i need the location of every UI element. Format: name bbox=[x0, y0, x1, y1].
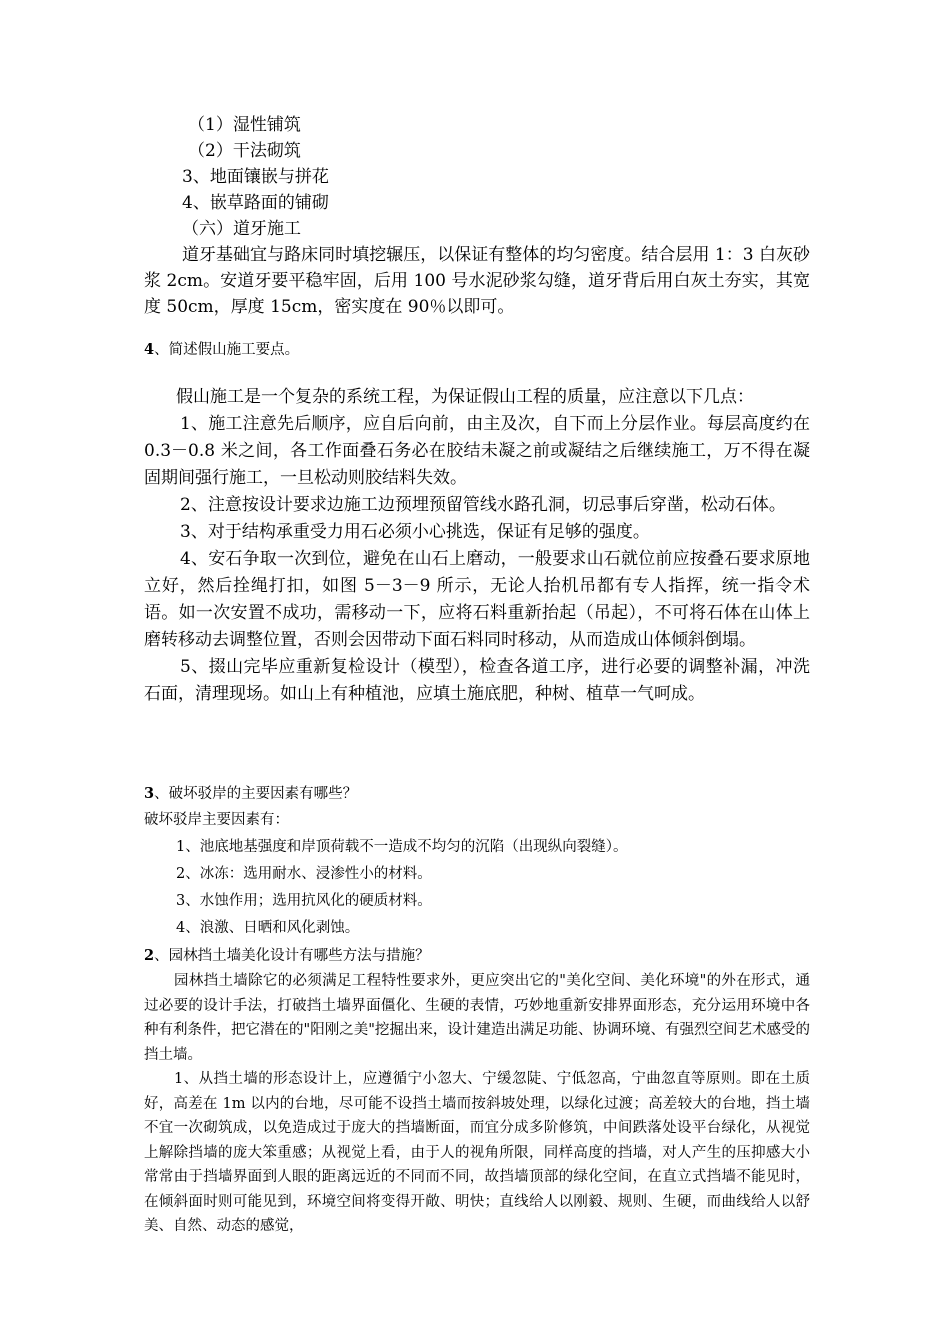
rockery-item: 2、注意按设计要求边施工边预埋预留管线水路孔洞，切忌事后穿凿，松动石体。 bbox=[180, 495, 786, 515]
question-heading-retaining-wall bbox=[144, 942, 810, 969]
retaining-wall-paragraph: 1、从挡土墙的形态设计上，应遵循宁小忽大、宁缓忽陡、宁低忽高，宁曲忽直等原则。即在土质好，高差在 1m 以内的台地，尽可能不设挡土墙而按斜坡处理，以绿化过渡；高差较大的台地，挡土墙不宜一次砌筑成，以免造成过于庞大的挡墙断面，而宜分成多阶修筑，中间跌落处设平台绿化，从视觉上解除挡墙的庞大笨重感；从视觉上看，由于人的视角所限，同样高度的挡墙，对人产生的压抑感大小常常由于挡墙界面到人眼的距离远近的不同而不同，故挡墙顶部的绿化空间，在直立式挡墙不能见时，在倾斜面时则可能见到，环境空间将变得开敞、明快；直线给人以刚毅、规则、生硬，而曲线给人以舒美、自然、动态的感觉， bbox=[144, 1071, 810, 1234]
list-item: （2）干法砌筑 bbox=[188, 141, 301, 161]
list-item: 1、池底地基强度和岸顶荷载不一造成不均匀的沉陷（出现纵向裂缝）。 bbox=[176, 839, 628, 855]
heading-number: 2 bbox=[144, 947, 155, 964]
list-item: 3、地面镶嵌与拼花 bbox=[182, 167, 329, 187]
question-heading-rockery bbox=[144, 339, 299, 361]
section-paving bbox=[144, 112, 810, 320]
heading-text: 、园林挡土墙美化设计有哪些方法与措施？ bbox=[154, 948, 430, 964]
retaining-wall-paragraph: 园林挡土墙除它的必须满足工程特性要求外，更应突出它的"美化空间、美化环境"的外在形式，通过必要的设计手法，打破挡土墙界面僵化、生硬的表情，巧妙地重新安排界面形态，充分运用环境中各种有利条件，把它潜在的"阳刚之美"挖掘出来，设计建造出满足功能、协调环境、有强烈空间艺术感受的挡土墙。 bbox=[144, 973, 810, 1063]
list-item: 4、浪激、日晒和风化剥蚀。 bbox=[176, 920, 360, 936]
rockery-item: 3、对于结构承重受力用石必须小心挑选，保证有足够的强度。 bbox=[180, 522, 650, 542]
list-item: 2、冰冻：选用耐水、浸渗性小的材料。 bbox=[176, 866, 432, 882]
question-heading-revetment bbox=[144, 780, 810, 807]
revetment-intro: 破坏驳岸主要因素有： bbox=[144, 812, 289, 828]
heading-text: 、简述假山施工要点。 bbox=[154, 342, 300, 358]
rockery-intro: 假山施工是一个复杂的系统工程，为保证假山工程的质量，应注意以下几点： bbox=[176, 387, 754, 407]
rockery-item: 5、掇山完毕应重新复检设计（模型），检查各道工序，进行必要的调整补漏，冲洗石面，清理现场。如山上有种植池，应填土施底肥，种树、植草一气呵成。 bbox=[144, 657, 810, 704]
section-revetment bbox=[144, 780, 810, 1239]
heading-number: 4 bbox=[144, 341, 155, 358]
list-item: （六）道牙施工 bbox=[182, 219, 301, 239]
curb-paragraph: 道牙基础宜与路床同时填挖辗压，以保证有整体的均匀密度。结合层用 1：3 白灰砂浆 2cm。安道牙要平稳牢固，后用 100 号水泥砂浆勾缝，道牙背后用白灰土夯实，其宽度 50cm，厚度 15cm，密实度在 90％以即可。 bbox=[144, 245, 810, 317]
heading-number: 3 bbox=[144, 785, 155, 802]
list-item: 4、嵌草路面的铺砌 bbox=[182, 193, 329, 213]
list-item: 3、水蚀作用；选用抗风化的硬质材料。 bbox=[176, 893, 432, 909]
heading-text: 、破坏驳岸的主要因素有哪些？ bbox=[154, 786, 358, 802]
rockery-item: 4、安石争取一次到位，避免在山石上磨动，一般要求山石就位前应按叠石要求原地立好，然后拴绳打扣，如图 5－3－9 所示，无论人抬机吊都有专人指挥，统一指令术语。如一次安置不成功，需移动一下，应将石料重新抬起（吊起），不可将石体在山体上磨转移动去调整位置，否则会因带动下面石料同时移动，从而造成山体倾斜倒塌。 bbox=[144, 549, 810, 650]
list-item: （1）湿性铺筑 bbox=[188, 115, 301, 135]
section-rockery bbox=[144, 384, 810, 708]
rockery-item: 1、施工注意先后顺序，应自后向前，由主及次，自下而上分层作业。每层高度约在 0.3－0.8 米之间，各工作面叠石务必在胶结未凝之前或凝结之后继续施工，万不得在凝固期间强行施工，一旦松动则胶结料失效。 bbox=[144, 414, 810, 488]
